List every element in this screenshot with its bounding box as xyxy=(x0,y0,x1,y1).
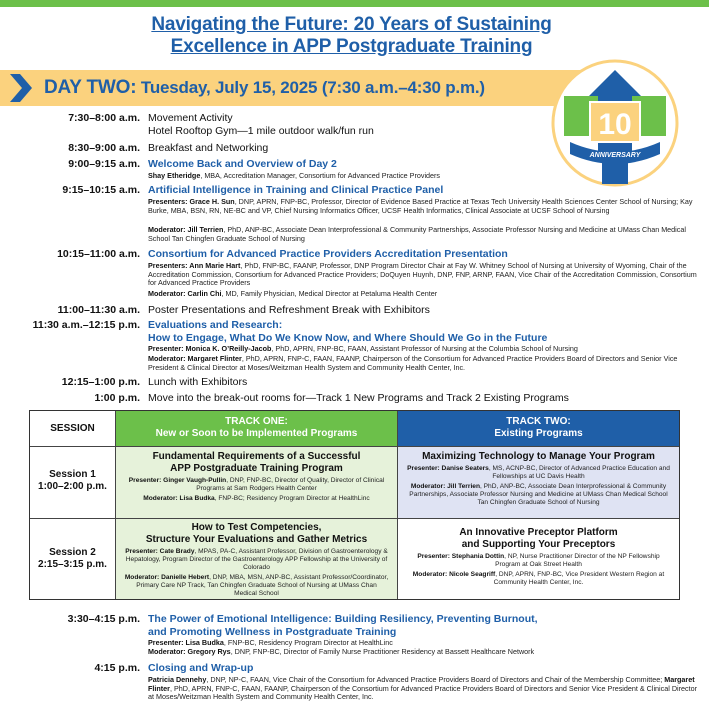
title-line-2: Excellence in APP Postgraduate Training xyxy=(170,36,533,57)
moderator-name: Moderator: Jill Terrien xyxy=(148,225,224,234)
moderator-name: Moderator: Gregory Rys xyxy=(148,647,231,656)
schedule-time: 10:15–11:00 a.m. xyxy=(57,248,140,260)
schedule-time: 4:15 p.m. xyxy=(94,662,140,674)
session-title-sub: Structure Your Evaluations and Gather Metrics xyxy=(145,534,368,545)
moderator-name: Moderator: Danielle Hebert xyxy=(124,574,210,581)
presenter-details: , PhD, APRN, FNP-BC, FAAN, Assistant Professor of Nursing at the Columbia School of Nursing xyxy=(271,344,578,353)
schedule-time: 3:30–4:15 p.m. xyxy=(67,613,140,625)
schedule-event: Evaluations and Research: xyxy=(148,319,283,331)
session-2-label xyxy=(30,519,116,599)
schedule-event-sub: How to Engage, What Do We Know Now, and Where Should We Go in the Future xyxy=(148,332,548,344)
presenter-details: , FNP-BC, Residency Program Director at HealthLinc xyxy=(223,638,393,647)
schedule-event: Closing and Wrap-up xyxy=(148,662,254,674)
moderator-name: Moderator: Margaret Flinter xyxy=(148,354,242,363)
presenter-name: Presenters: Grace H. Sun xyxy=(148,197,235,206)
presenter-details: , DNP, APRN, FNP-BC, Professor, Director of Evidence Based Practice at Texas Tech University Health Sciences Center School of Nursing; Kay Burke, MBA, BSN, RN, NE-BC and VP, Chief Nursing Informatics Officer, UCSF Health Informatics, Clinical Associate at UCSF School of Nursing xyxy=(148,197,693,215)
session-name: Session 2 xyxy=(49,547,96,558)
presenter-details: , PhD, FNP-BC, FAANP, Professor, DNP Program Director Chair at Fay W. Whitney School of Nursing at University of Wyoming, Chair of the Accreditation Commission, Consortium for Advanced Practice Providers; DoQuyen Huynh, DNP, FNP, ARNP, FAAN, Vice Chair of the Accreditation Commission, Consortium for Advanced Practice Providers xyxy=(148,261,697,288)
speaker-name: Shay Etheridge xyxy=(148,171,201,180)
chevron-right-icon xyxy=(10,74,32,102)
moderator-name: Moderator: Nicole Seagriff xyxy=(412,571,496,578)
presenter-details: , DNP, FNP-BC, Director of Quality, Director of Clinical Programs at Sam Rodgers Health Center xyxy=(196,477,385,492)
track-one-label: TRACK ONE: xyxy=(225,416,288,427)
schedule-time: 12:15–1:00 p.m. xyxy=(61,376,140,388)
track-one-subtitle: New or Soon to be Implemented Programs xyxy=(155,428,358,439)
presenter-name: Presenter: Cate Brady xyxy=(125,548,195,555)
presenter-name: Presenter: Stephania Dottin xyxy=(417,553,505,560)
session-time: 1:00–2:00 p.m. xyxy=(38,481,107,492)
session-1-track-2 xyxy=(398,447,679,519)
session-1-label xyxy=(30,447,116,519)
session-title: How to Test Competencies, xyxy=(191,522,322,533)
session-2-track-2 xyxy=(398,519,679,599)
schedule-event: Lunch with Exhibitors xyxy=(148,376,248,388)
schedule-time: 8:30–9:00 a.m. xyxy=(68,142,140,154)
schedule-event: Poster Presentations and Refreshment Break with Exhibitors xyxy=(148,304,430,316)
presenter-details: , NP, Nurse Practitioner Director of the NP Fellowship Program at Oak Street Health xyxy=(495,553,660,568)
moderator-details: , FNP-BC; Residency Program Director at HealthLinc xyxy=(214,495,370,502)
schedule-event: The Power of Emotional Intelligence: Building Resiliency, Preventing Burnout, xyxy=(148,613,538,625)
track-two-header xyxy=(398,411,679,447)
schedule-event-sub: Hotel Rooftop Gym—1 mile outdoor walk/fun run xyxy=(148,125,374,137)
moderator-name: Moderator: Carlin Chi xyxy=(148,289,222,298)
speaker-details: , PhD, APRN, FNP-C, FAAN, FAANP, Chairperson of the Consortium for Advanced Practice Providers Board of Directors and Senior Vice President & Clinical Director at Moses/Weitzman Health System and Community Health Center, Inc. xyxy=(148,683,697,702)
day-date: Tuesday, July 15, 2025 (7:30 a.m.–4:30 p.m.) xyxy=(140,78,485,97)
schedule-event-sub: and Promoting Wellness in Postgraduate Training xyxy=(148,626,397,638)
track-one-header xyxy=(116,411,398,447)
speaker-details: , MBA, Accreditation Manager, Consortium for Advanced Practice Providers xyxy=(200,171,441,180)
speaker-name: Margaret Flinter xyxy=(148,675,695,693)
session-header: SESSION xyxy=(30,411,116,447)
track-table xyxy=(29,410,680,600)
session-title-sub: and Supporting Your Preceptors xyxy=(461,539,616,550)
session-time: 2:15–3:15 p.m. xyxy=(38,559,107,570)
moderator-details: , PhD, ANP-BC, Associate Dean Interprofessional & Community Partnerships, Associate Professor Nursing and Medicine at UMass Chan Medical School Tan Chingfen Graduate School of Nursing xyxy=(148,225,686,243)
session-title-sub: APP Postgraduate Training Program xyxy=(170,463,343,474)
speaker-details: , DNP, NP-C, FAAN, Vice Chair of the Consortium for Advanced Practice Providers Board of Directors and Chair of the Membership Committee; xyxy=(206,675,665,684)
day-banner xyxy=(0,70,600,106)
schedule-time: 1:00 p.m. xyxy=(94,392,140,404)
page-title xyxy=(0,14,709,58)
schedule-time: 7:30–8:00 a.m. xyxy=(68,112,140,124)
day-label xyxy=(44,77,485,99)
presenter-name: Presenter: Danise Seaters xyxy=(407,465,489,472)
schedule-event: Breakfast and Networking xyxy=(148,142,269,154)
track-two-label: TRACK TWO: xyxy=(506,416,571,427)
moderator-name: Moderator: Lisa Budka xyxy=(143,495,215,502)
schedule-time: 9:00–9:15 a.m. xyxy=(68,158,140,170)
presenter-name: Presenter: Ginger Vaugh-Pullin xyxy=(128,477,227,484)
schedule-event: Movement Activity xyxy=(148,112,233,124)
session-title: Fundamental Requirements of a Successful xyxy=(152,451,361,462)
top-accent-bar xyxy=(0,0,709,7)
moderator-name: Moderator: Jill Terrien xyxy=(410,483,480,490)
moderator-details: , DNP, APRN, FNP-BC, Vice President Western Region at Community Health Center, Inc. xyxy=(493,571,665,586)
presenter-details: , MPAS, PA-C, Assistant Professor, Division of Gastroenterology & Hepatology, Program Director of the Gastroenterology APP Fellowship at the University of Colorado xyxy=(125,548,388,571)
schedule-time: 11:00–11:30 a.m. xyxy=(57,304,140,316)
moderator-details: , PhD, APRN, FNP-C, FAAN, FAANP, Chairperson of the Consortium for Advanced Practice Providers Board of Directors and Senior Vice President & Clinical Director at Moses/Weitzman Health System and Community Health Center, Inc. xyxy=(148,354,678,372)
logo-ribbon-text: ANNIVERSARY xyxy=(589,152,641,159)
session-title: An Innovative Preceptor Platform xyxy=(459,527,618,538)
schedule-event: Artificial Intelligence in Training and Clinical Practice Panel xyxy=(148,184,444,196)
presenter-name: Presenter: Lisa Budka xyxy=(148,638,224,647)
session-2-track-1 xyxy=(116,519,398,599)
schedule-event: Welcome Back and Overview of Day 2 xyxy=(148,158,337,170)
moderator-details: , PhD, ANP-BC, Associate Dean Interprofessional & Community Partnerships, Associate Professor Nursing and Medicine at UMass Chan Medical School Tan Chingfen Graduate School of Nursing xyxy=(409,483,668,506)
moderator-details: , MD, Family Physician, Medical Director at Petaluma Health Center xyxy=(221,289,438,298)
moderator-details: , DNP, MBA, MSN, ANP-BC, Assistant Professor/Coordinator, Primary Care NP Track, Tan Chingfen Graduate School of Nursing at UMass Chan Medical School xyxy=(136,574,389,597)
title-line-1: Navigating the Future: 20 Years of Sustaining xyxy=(151,14,552,35)
presenter-details: , MS, ACNP-BC, Director of Advanced Practice Education and Fellowships at UC Davis Health xyxy=(488,465,670,480)
speaker-name: Patricia Dennehy xyxy=(148,675,207,684)
track-two-subtitle: Existing Programs xyxy=(494,428,583,439)
moderator-details: , DNP, FNP-BC, Director of Family Nurse Practitioner Residency at Bassett Healthcare Network xyxy=(230,647,535,656)
session-name: Session 1 xyxy=(49,469,96,480)
schedule-event: Move into the break-out rooms for—Track 1 New Programs and Track 2 Existing Programs xyxy=(148,392,569,404)
schedule-event: Consortium for Advanced Practice Providers Accreditation Presentation xyxy=(148,248,508,260)
session-1-track-1 xyxy=(116,447,398,519)
day-number: DAY TWO: xyxy=(44,77,137,98)
presenter-name: Presenters: Ann Marie Hart xyxy=(148,261,241,270)
schedule-time: 11:30 a.m.–12:15 p.m. xyxy=(32,319,140,331)
logo-number: 10 xyxy=(598,108,632,141)
schedule-time: 9:15–10:15 a.m. xyxy=(62,184,140,196)
presenter-name: Presenter: Monica K. O’Reilly-Jacob xyxy=(148,344,272,353)
session-title: Maximizing Technology to Manage Your Program xyxy=(422,451,655,462)
